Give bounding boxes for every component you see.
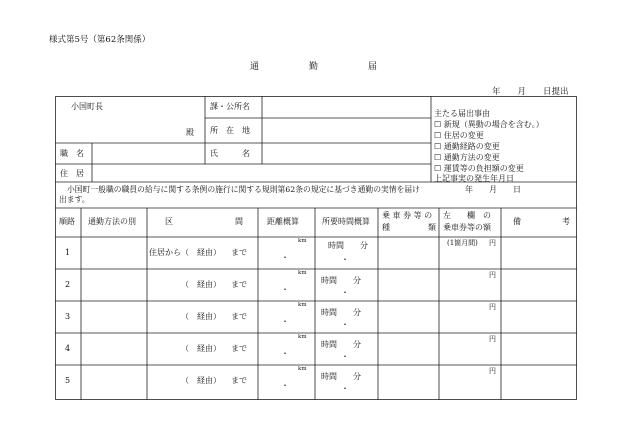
reason-5[interactable]: ☐ 運賃等の負担額の変更 [434, 164, 524, 173]
row-4-dot: ・ [281, 349, 289, 358]
row-2-yen: 円 [489, 271, 496, 279]
row-1-dot: ・ [281, 253, 289, 262]
row-1-fare-prefix: (1箇月間) [447, 239, 478, 247]
row-4-time: 時間 分 [321, 340, 361, 349]
row-2-time: 時間 分 [321, 276, 361, 285]
row-2-no: 2 [65, 280, 71, 289]
addressee: 小国町長 [71, 102, 103, 111]
row-1-yen: 円 [489, 239, 496, 247]
job-label: 職 名 [60, 149, 84, 158]
row-4-from: （ 経由） [181, 344, 221, 353]
occurrence-date: 年 月 日 [465, 185, 521, 194]
row-3-to: まで [231, 312, 247, 321]
reason-1[interactable]: ☐ 新規（異動の場合を含む。） [434, 120, 544, 129]
row-2-to: まで [231, 280, 247, 289]
row-3-time-dot: ・ [341, 320, 349, 329]
col-distance: 距離概算 [267, 217, 299, 226]
col-section-b: 間 [235, 217, 243, 226]
reason-3[interactable]: ☐ 通勤経路の変更 [434, 142, 500, 151]
title-char-1: 通 [250, 62, 260, 72]
occurrence-label: 上記事実の発生年月日 [434, 174, 514, 183]
row-4-km: km [298, 334, 307, 340]
row-3-km: km [298, 302, 307, 308]
row-5-dot: ・ [281, 381, 289, 390]
location-label: 所 在 地 [210, 126, 250, 135]
row-5-yen: 円 [489, 367, 496, 375]
row-2-km: km [298, 270, 307, 276]
reason-4[interactable]: ☐ 通勤方法の変更 [434, 153, 500, 162]
row-1-from: 住居から（ 経由） [149, 248, 221, 257]
col-remarks-a: 備 [513, 217, 521, 226]
honorific: 殿 [186, 128, 194, 137]
checkbox-icon[interactable]: ☐ [434, 164, 442, 173]
row-5-no: 5 [65, 376, 71, 385]
col-section-a: 区 [165, 217, 173, 226]
col-ticket-2a: 種 [382, 223, 390, 232]
row-2-time-dot: ・ [341, 288, 349, 297]
reason-2[interactable]: ☐ 住居の変更 [434, 131, 484, 140]
row-5-km: km [298, 366, 307, 372]
dept-label: 課・公所名 [210, 102, 250, 111]
commute-form-table [55, 96, 577, 400]
declaration-text: 小国町一般職の職員の給与に関する条例の施行に関する規則第62条の規定に基づき通勤の実情を届け出ます。 [59, 185, 420, 204]
row-3-time: 時間 分 [321, 308, 361, 317]
row-1-km: km [298, 238, 307, 244]
form-title [250, 63, 377, 72]
address-label: 住 居 [60, 169, 84, 178]
col-time: 所要時間概算 [322, 217, 370, 226]
row-4-time-dot: ・ [341, 352, 349, 361]
row-4-to: まで [231, 344, 247, 353]
form-number: 様式第5号（第62条関係） [49, 35, 151, 45]
col-fare-2: 乗車券等の額 [443, 223, 491, 232]
col-method: 通勤方法の別 [88, 217, 136, 226]
row-5-from: （ 経由） [181, 376, 221, 385]
name-label: 氏 名 [210, 149, 250, 158]
row-2-from: （ 経由） [181, 280, 221, 289]
row-1-no: 1 [65, 248, 71, 257]
row-5-time-dot: ・ [341, 384, 349, 393]
checkbox-icon[interactable]: ☐ [434, 153, 442, 162]
row-1-time-dot: ・ [341, 255, 349, 264]
row-4-yen: 円 [489, 335, 496, 343]
title-char-2: 勤 [309, 62, 319, 72]
row-1-to: まで [231, 248, 247, 257]
row-3-yen: 円 [489, 303, 496, 311]
submit-date: 年 月 日提出 [492, 87, 569, 97]
row-3-from: （ 経由） [181, 312, 221, 321]
title-char-3: 届 [368, 62, 378, 72]
checkbox-icon[interactable]: ☐ [434, 142, 442, 151]
col-ticket-1: 乗 車 券 等 の [382, 211, 433, 220]
checkbox-icon[interactable]: ☐ [434, 131, 442, 140]
row-5-time: 時間 分 [321, 372, 361, 381]
col-fare-1: 左 欄 の [443, 211, 491, 220]
row-4-no: 4 [65, 344, 71, 353]
row-1-time: 時間 分 [328, 241, 368, 250]
row-5-to: まで [231, 376, 247, 385]
col-ticket-2b: 類 [428, 223, 436, 232]
reasons-title: 主たる届出事由 [434, 109, 490, 118]
col-remarks-b: 考 [562, 217, 570, 226]
col-no: 順路 [59, 217, 75, 226]
row-3-dot: ・ [281, 317, 289, 326]
row-3-no: 3 [65, 312, 71, 321]
row-2-dot: ・ [281, 285, 289, 294]
checkbox-icon[interactable]: ☐ [434, 120, 442, 129]
